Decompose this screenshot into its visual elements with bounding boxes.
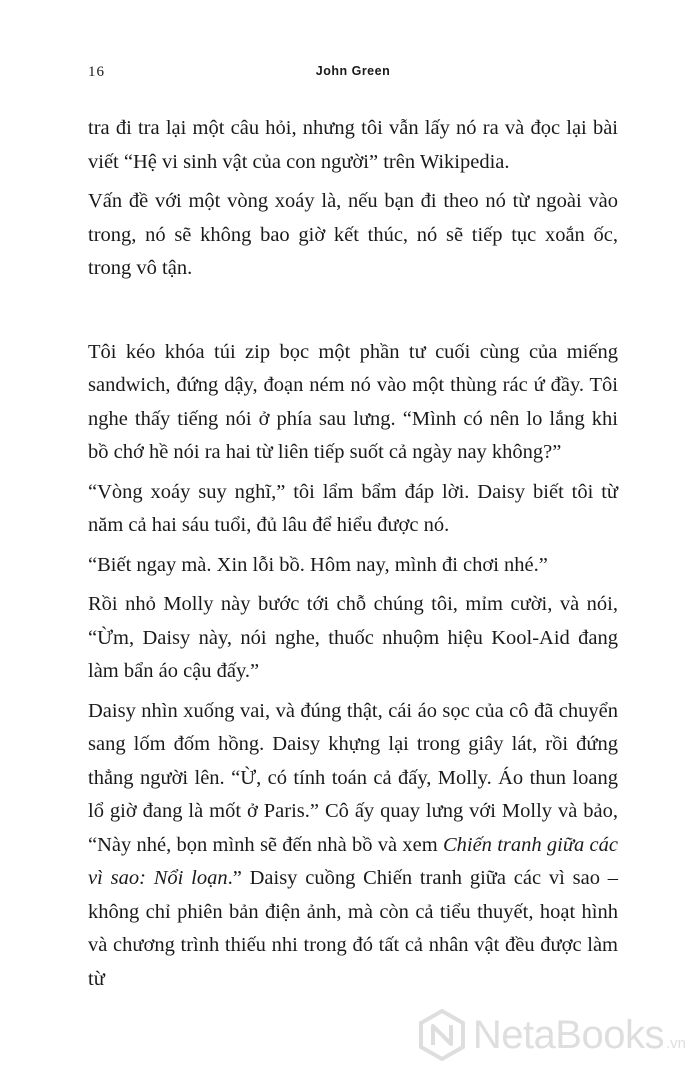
paragraph: Vấn đề với một vòng xoáy là, nếu bạn đi theo nó từ ngoài vào trong, nó sẽ không bao giờ kết thúc, nó sẽ tiếp tục xoắn ốc, trong vô tận.: [88, 190, 618, 279]
paragraph: Daisy nhìn xuống vai, và đúng thật, cái áo sọc của cô đã chuyển sang lốm đốm hồng. Daisy khựng lại trong giây lát, rồi đứng thẳng người lên. “Ừ, có tính toán cả đấy, Molly. Áo thun loang lổ giờ đang là mốt ở Paris.” Cô ấy quay lưng với Molly và bảo, “Này nhé, bọn mình sẽ đến nhà bồ và xem Chiến tranh giữa các vì sao: Nổi loạn.” Daisy cuồng Chiến tranh giữa các vì sao – không chỉ phiên bản điện ảnh, mà còn cả tiểu thuyết, hoạt hình và chương trình thiếu nhi trong đó tất cả nhân vật đều được làm từ: [88, 699, 618, 990]
netabooks-logo-icon: [419, 1009, 465, 1061]
watermark-suffix: .vn: [665, 1035, 686, 1052]
running-head-author: John Green: [315, 64, 391, 78]
paragraph: Tôi kéo khóa túi zip bọc một phần tư cuối cùng của miếng sandwich, đứng dậy, đoạn ném nó vào một thùng rác ứ đầy. Tôi nghe thấy tiếng nói ở phía sau lưng. “Mình có nên lo lắng khi bồ chớ hề nói ra hai từ liên tiếp suốt cả ngày nay không?”: [88, 340, 618, 463]
watermark: [419, 1006, 686, 1064]
watermark-text: NetaBooks: [472, 1012, 664, 1057]
page-number: 16: [88, 64, 105, 80]
body-text: [88, 112, 618, 1002]
italic-title: Chiến tranh giữa các vì sao: Nổi loạn: [88, 833, 618, 889]
paragraph: tra đi tra lại một câu hỏi, nhưng tôi vẫn lấy nó ra và đọc lại bài viết “Hệ vi sinh vật của con người” trên Wikipedia.: [88, 117, 618, 173]
paragraph: “Biết ngay mà. Xin lỗi bồ. Hôm nay, mình đi chơi nhé.”: [88, 553, 548, 576]
paragraph: Rồi nhỏ Molly này bước tới chỗ chúng tôi, mỉm cười, và nói, “Ừm, Daisy này, nói nghe, thuốc nhuộm hiệu Kool-Aid đang làm bẩn áo cậu đấy.”: [88, 593, 618, 682]
page-header: [88, 64, 618, 84]
paragraph: “Vòng xoáy suy nghĩ,” tôi lẩm bẩm đáp lời. Daisy biết tôi từ năm cả hai sáu tuổi, đủ lâu để hiểu được nó.: [88, 480, 618, 536]
